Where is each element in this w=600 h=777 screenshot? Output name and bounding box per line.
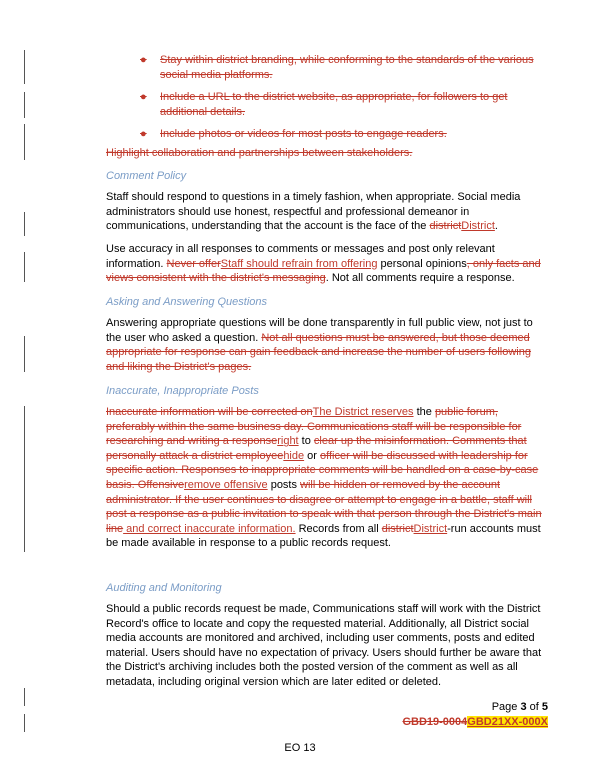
asking-paragraph: Answering appropriate questions will be done transparently in full public view, not just to the user who asked a question. Not all questions must be answered, but those deemed appropriate for response can gain feedback and increase the number of users following and liking the District's pages. bbox=[106, 317, 533, 373]
deleted-bullet-list bbox=[140, 53, 540, 150]
change-bar bbox=[24, 212, 25, 236]
section-heading-inaccurate: Inaccurate, Inappropriate Posts bbox=[106, 385, 259, 397]
list-item: ● Include photos or videos for most posts to engage readers. bbox=[140, 128, 447, 141]
change-bar bbox=[24, 252, 25, 282]
bullet-dot-icon: ● bbox=[140, 91, 147, 104]
bullet-dot-icon: ● bbox=[140, 128, 147, 141]
list-item: ● Stay within district branding, while conforming to the standards of the various social media platforms. bbox=[140, 54, 534, 81]
change-bar bbox=[24, 714, 25, 732]
page-number: Page 3 of 5 bbox=[491, 701, 548, 713]
change-bar bbox=[24, 50, 25, 84]
document-code: GBD19-0004GBD21XX-000X bbox=[402, 716, 548, 728]
auditing-paragraph: Should a public records request be made, Communications staff will work with the District Record's office to locate and copy the requested material. Additionally, all District social media accounts are monitored and archived, including user comments, posts and edited material. Users should have no expectation of privacy. Users should further be aware that the District's archiving includes both the posted version of the comment as well as all metadata, including original version which are later edited or deleted. bbox=[106, 603, 542, 688]
section-heading-auditing: Auditing and Monitoring bbox=[106, 582, 222, 594]
change-bar bbox=[24, 688, 25, 706]
change-bar bbox=[24, 124, 25, 160]
section-heading-comment-policy: Comment Policy bbox=[106, 170, 187, 182]
change-bar bbox=[24, 406, 25, 552]
change-bar bbox=[24, 336, 25, 372]
list-item: ● Include a URL to the district website, as appropriate, for followers to get additional details. bbox=[140, 91, 508, 118]
eo-label: EO 13 bbox=[284, 742, 316, 754]
inaccurate-paragraph: Inaccurate information will be corrected onThe District reserves the public forum, preferably within the same business day. Communications staff will be responsible for researching and writing a responseright to clear up the misinformation. Comments that personally attack a district employeehide or officer will be discussed with leadership for specific action. Responses to inappropriate comments will be handled on a case-by-case basis. Offensiveremove offensive posts will be hidden or removed by the account administrator. If the user continues to disagree or attempt to engage in a battle, staff will post a response as a public invitation to speak with that person through the District's main line and correct inaccurate information. Records from all districtDistrict-run accounts must be made available in response to a public records request. bbox=[106, 406, 542, 550]
comment-policy-paragraph-1: Staff should respond to questions in a timely fashion, when appropriate. Social media administrators should use honest, respectful and professional demeanor in communications, understanding that the account is the face of the districtDistrict. bbox=[106, 191, 521, 233]
section-heading-asking: Asking and Answering Questions bbox=[106, 296, 268, 308]
bullet-dot-icon: ● bbox=[140, 54, 147, 66]
comment-policy-paragraph-2: Use accuracy in all responses to comments or messages and post only relevant information. Never offerStaff should refrain from offering personal opinions, only facts and views consistent with the district's messaging. Not all comments require a response. bbox=[106, 243, 541, 285]
highlight-line: Highlight collaboration and partnerships between stakeholders. bbox=[106, 147, 413, 159]
change-bar bbox=[24, 92, 25, 118]
